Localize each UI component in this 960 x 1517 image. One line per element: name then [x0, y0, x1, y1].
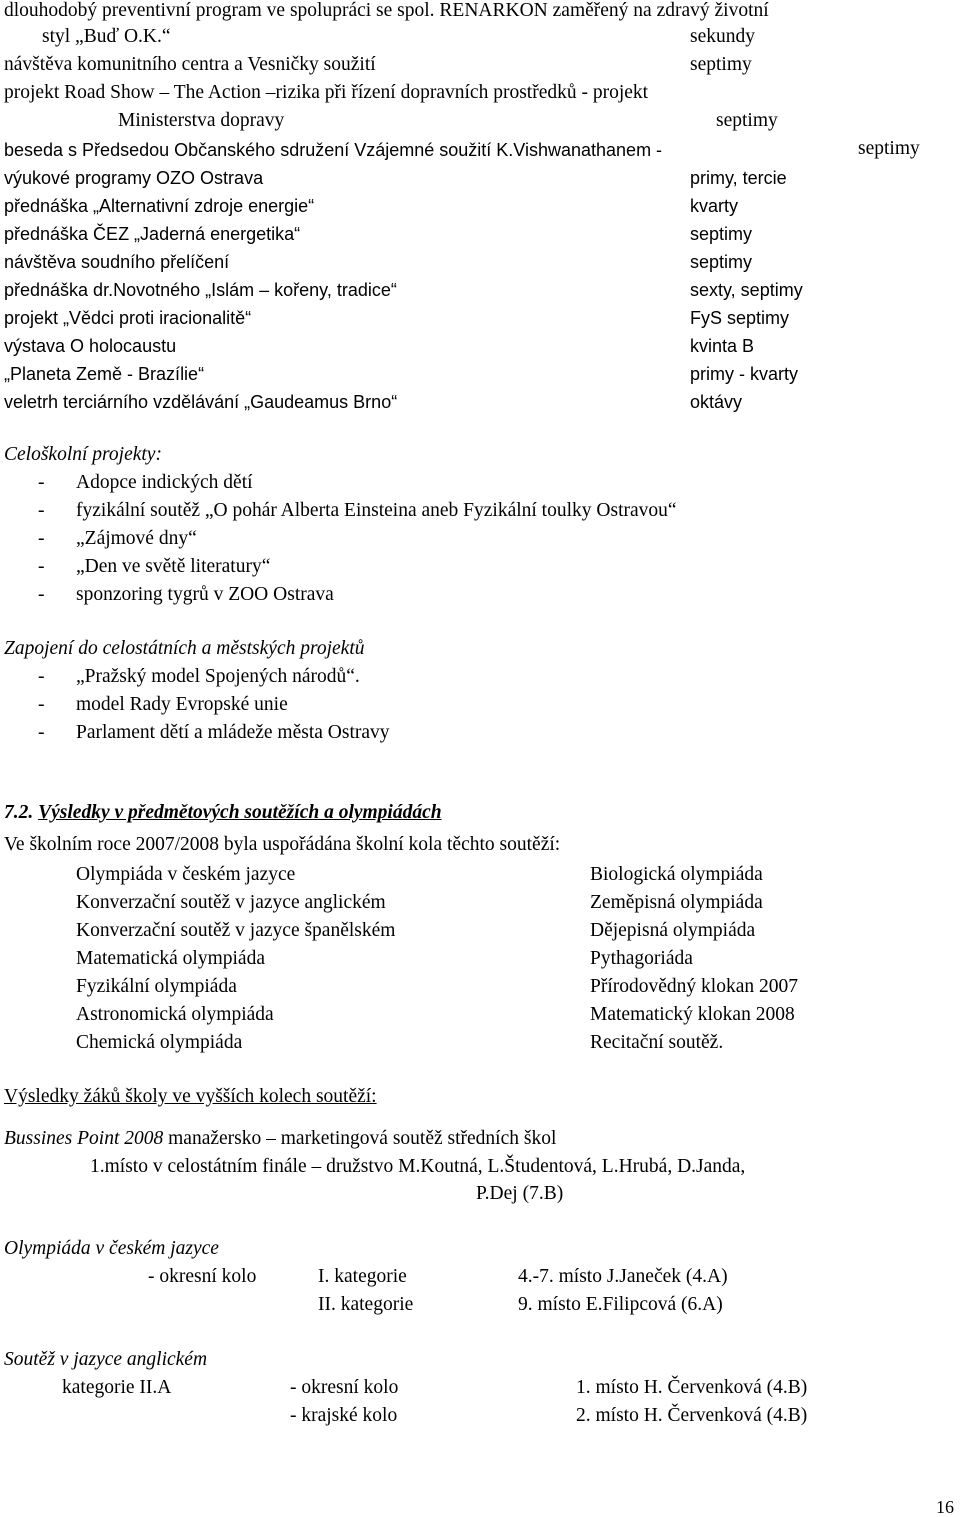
activity-audience: septimy	[716, 110, 778, 131]
list-item: „Pražský model Spojených národů“.	[76, 666, 360, 687]
list-dash: -	[38, 556, 45, 577]
activity-line: návštěva komunitního centra a Vesničky soužití	[4, 54, 376, 75]
olympiad-cz-heading: Olympiáda v českém jazyce	[4, 1238, 219, 1259]
competition-name: Konverzační soutěž v jazyce anglickém	[76, 892, 386, 913]
result-line: 1. místo H. Červenková (4.B)	[576, 1377, 808, 1398]
competition-name: Chemická olympiáda	[76, 1032, 243, 1053]
activity-line: dlouhodobý preventivní program ve spolupráci se spol. RENARKON zaměřený na zdravý životní	[4, 0, 769, 21]
page-number: 16	[936, 1497, 954, 1517]
activity-audience: primy - kvarty	[690, 364, 798, 384]
list-item: „Zájmové dny“	[76, 528, 197, 549]
section-heading	[4, 802, 442, 824]
list-item: sponzoring tygrů v ZOO Ostrava	[76, 584, 334, 605]
activity-line: Ministerstva dopravy	[118, 110, 285, 131]
activity-audience: primy, tercie	[690, 168, 787, 188]
activity-line: beseda s Předsedou Občanského sdružení Vzájemné soužití K.Vishwanathanem -	[4, 140, 663, 160]
activity-line: projekt „Vědci proti iracionalitě“	[4, 308, 252, 328]
activity-audience: FyS septimy	[690, 308, 790, 328]
activity-audience: septimy	[690, 54, 752, 75]
list-dash: -	[38, 500, 45, 521]
round-label: - okresní kolo	[290, 1377, 399, 1398]
activity-line: výukové programy OZO Ostrava	[4, 168, 264, 188]
category-label: I. kategorie	[318, 1266, 407, 1287]
list-item: model Rady Evropské unie	[76, 694, 288, 715]
competition-name: Fyzikální olympiáda	[76, 976, 237, 997]
competition-name: Matematický klokan 2008	[590, 1004, 795, 1025]
bussines-point-line	[4, 1128, 556, 1150]
list-dash: -	[38, 584, 45, 605]
round-label: - krajské kolo	[290, 1405, 398, 1426]
list-dash: -	[38, 722, 45, 743]
activity-audience: septimy	[690, 224, 753, 244]
competition-title: Bussines Point 2008	[4, 1128, 164, 1149]
activity-line: projekt Road Show – The Action –rizika při řízení dopravních prostředků - projekt	[4, 82, 649, 103]
competition-name: Olympiáda v českém jazyce	[76, 864, 296, 885]
activity-audience: septimy	[858, 138, 920, 159]
competition-name: Konverzační soutěž v jazyce španělském	[76, 920, 396, 941]
activity-line: přednáška dr.Novotného „Islám – kořeny, tradice“	[4, 280, 397, 300]
competition-name: Pythagoriáda	[590, 948, 693, 969]
list-item: fyzikální soutěž „O pohár Alberta Einsteina aneb Fyzikální toulky Ostravou“	[76, 500, 677, 521]
list-item: Adopce indických dětí	[76, 472, 253, 493]
competition-name: Astronomická olympiáda	[76, 1004, 274, 1025]
section-intro: Ve školním roce 2007/2008 byla uspořádána školní kola těchto soutěží:	[4, 834, 561, 855]
list-dash: -	[38, 666, 45, 687]
results-heading: Výsledky žáků školy ve vyšších kolech soutěží:	[4, 1086, 377, 1107]
result-line: 1.místo v celostátním finále – družstvo M.Koutná, L.Študentová, L.Hrubá, D.Janda,	[90, 1156, 746, 1177]
activity-line: styl „Buď O.K.“	[42, 26, 171, 47]
competition-name: Zeměpisná olympiáda	[590, 892, 763, 913]
activity-audience: sexty, septimy	[690, 280, 803, 300]
competition-name: Přírodovědný klokan 2007	[590, 976, 798, 997]
english-heading: Soutěž v jazyce anglickém	[4, 1349, 208, 1370]
school-projects-heading: Celoškolní projekty:	[4, 444, 162, 465]
round-label: - okresní kolo	[148, 1266, 257, 1287]
activity-line: výstava O holocaustu	[4, 336, 177, 356]
result-line: P.Dej (7.B)	[476, 1183, 564, 1204]
list-dash: -	[38, 472, 45, 493]
activity-line: přednáška ČEZ „Jaderná energetika“	[4, 224, 301, 244]
activity-line: veletrh terciárního vzdělávání „Gaudeamus Brno“	[4, 392, 398, 412]
result-line: 4.-7. místo J.Janeček (4.A)	[518, 1266, 728, 1287]
list-item: „Den ve světě literatury“	[76, 556, 271, 577]
competition-name: Matematická olympiáda	[76, 948, 265, 969]
activity-line: „Planeta Země - Brazílie“	[4, 364, 205, 384]
category-label: kategorie II.A	[62, 1377, 172, 1398]
competition-name: Recitační soutěž.	[590, 1032, 724, 1053]
list-dash: -	[38, 694, 45, 715]
competition-desc: manažersko – marketingová soutěž středních škol	[163, 1128, 557, 1149]
category-label: II. kategorie	[318, 1294, 414, 1315]
activity-audience: kvarty	[690, 196, 739, 216]
section-number: 7.2.	[4, 802, 34, 823]
activity-line: návštěva soudního přelíčení	[4, 252, 230, 272]
activity-line: přednáška „Alternativní zdroje energie“	[4, 196, 315, 216]
competition-name: Dějepisná olympiáda	[590, 920, 756, 941]
activity-audience: kvinta B	[690, 336, 755, 356]
activity-audience: oktávy	[690, 392, 743, 412]
result-line: 2. místo H. Červenková (4.B)	[576, 1405, 808, 1426]
result-line: 9. místo E.Filipcová (6.A)	[518, 1294, 723, 1315]
activity-audience: septimy	[690, 252, 753, 272]
section-title: Výsledky v předmětových soutěžích a olympiádách	[38, 802, 442, 823]
competition-name: Biologická olympiáda	[590, 864, 763, 885]
list-item: Parlament dětí a mládeže města Ostravy	[76, 722, 390, 743]
list-dash: -	[38, 528, 45, 549]
activity-audience: sekundy	[690, 26, 755, 47]
national-projects-heading: Zapojení do celostátních a městských projektů	[4, 638, 365, 659]
